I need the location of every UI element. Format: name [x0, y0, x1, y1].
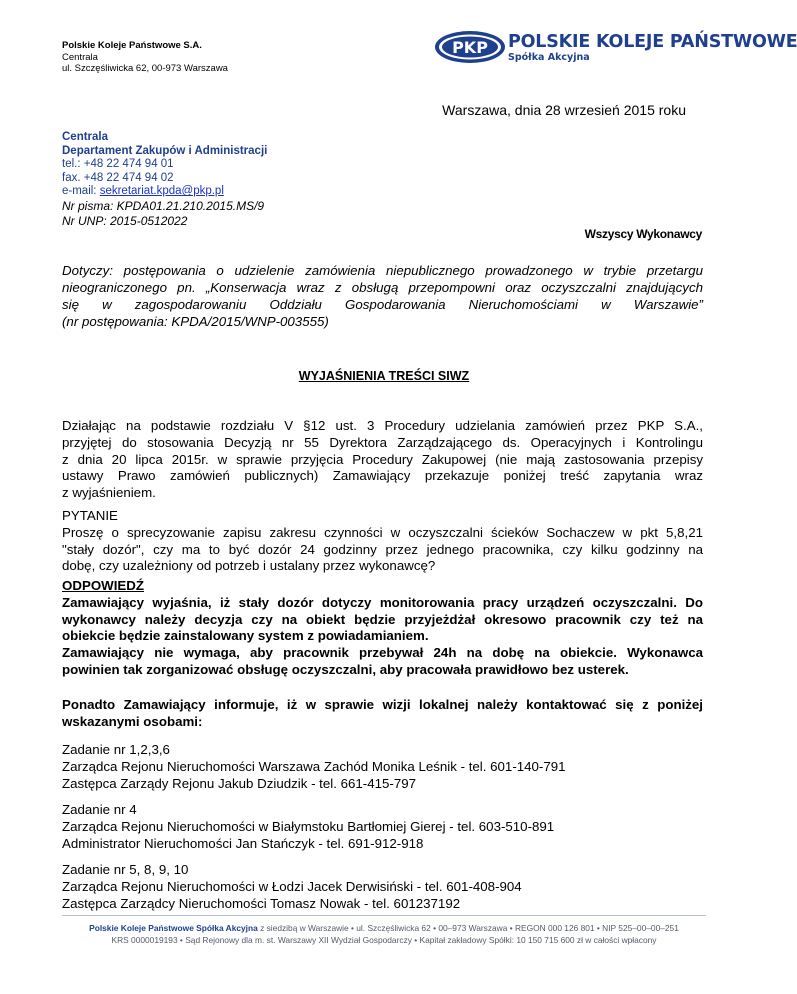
answer-line-2: wykonawcy należy decyzja czy na obiekt będzie przyjeżdżał okresowo pracownik czy też na — [62, 611, 703, 627]
task-1 — [62, 742, 703, 792]
intro-line-4: ustawy Prawo zamówień publicznych) Zamawiający przekazuje poniżej treść zapytania wraz — [62, 468, 703, 484]
answer-line-3: obiekcie będzie zainstalowany system z powiadamianiem. — [62, 628, 429, 644]
sender-address: ul. Szczęśliwicka 62, 00-973 Warszawa — [62, 63, 228, 74]
sender-unit: Centrala — [62, 51, 98, 63]
question-line-2: "stały dozór", czy ma to być dozór 24 godzinny przez jednego pracownika, czy kilku godzinny na — [62, 541, 703, 557]
question-line-3: dobę, czy uzależniony od potrzeb i ustalany przez wykonawcę? — [62, 558, 436, 574]
footer-line-2: KRS 0000019193 • Sąd Rejonowy dla m. st. Warszawy XII Wydział Gospodarczy • Kapitał zakładowy Spółki: 10 150 715 600 zł w całości wpłacony — [111, 935, 657, 945]
question-line-1: Proszę o sprecyzowanie zapisu zakresu czynności w oczyszczalni ścieków Sochaczew w pkt 5,8,21 — [62, 524, 703, 540]
task-contact-1: Zarządca Rejonu Nieruchomości Warszawa Zachód Monika Leśnik - tel. 601-140-791 — [62, 758, 566, 774]
footer-company: Polskie Koleje Państwowe Spółka Akcyjna — [89, 923, 258, 933]
task-3 — [62, 862, 703, 912]
sender-name: Polskie Koleje Państwowe S.A. — [62, 40, 202, 51]
subject-line-2: nieograniczonego pn. „Konserwacja wraz z obsługą przepompowni oraz oczyszczalni znajdujących — [62, 280, 703, 295]
unp-number: Nr UNP: 2015-0512022 — [62, 214, 188, 228]
department-email-label: e-mail: — [62, 185, 100, 198]
letter-number: Nr pisma: KPDA01.21.210.2015.MS/9 — [62, 199, 265, 213]
subject-line-3: się w zagospodarowaniu Oddziału Gospodarowania Nieruchomościami w Warszawie” — [62, 297, 703, 312]
date-line: Warszawa, dnia 28 wrzesień 2015 roku — [442, 102, 686, 118]
task-contact-2: Administrator Nieruchomości Jan Stańczyk - tel. 691-912-918 — [62, 835, 424, 851]
answer-line-1: Zamawiający wyjaśnia, iż stały dozór dotyczy monitorowania pracy urządzeń oczyszczalni. Do — [62, 594, 703, 610]
footer-divider — [62, 915, 706, 916]
task-2 — [62, 802, 703, 852]
department-unit: Centrala — [62, 131, 109, 143]
department-block — [62, 131, 267, 199]
intro-line-5: z wyjaśnieniem. — [62, 485, 156, 501]
question-label: PYTANIE — [62, 508, 118, 523]
notice-section — [62, 697, 703, 731]
task-contact-2: Zastępca Zarządcy Nieruchomości Tomasz Nowak - tel. 601237192 — [62, 895, 461, 911]
notice-line-1: Ponadto Zamawiający informuje, iż w sprawie wizji lokalnej należy kontaktować się z poniżej — [62, 697, 703, 712]
sender-block — [62, 40, 228, 75]
department-tel: tel.: +48 22 474 94 01 — [62, 158, 174, 171]
task-title: Zadanie nr 5, 8, 9, 10 — [62, 862, 189, 877]
answer-line-5: powinien tak zorganizować obsługę oczyszczalni, aby pracowała prawidłowo bez usterek. — [62, 661, 629, 677]
answer-line-4: Zamawiający nie wymaga, aby pracownik przebywał 24h na dobę na obiekcie. Wykonawca — [62, 645, 703, 661]
intro-paragraph — [62, 418, 703, 502]
subject-line-4: (nr postępowania: KPDA/2015/WNP-003555) — [62, 314, 329, 329]
recipient: Wszyscy Wykonawcy — [584, 227, 702, 241]
department-name: Departament Zakupów i Administracji — [62, 144, 268, 157]
intro-line-3: z dnia 20 lipca 2015r. w sprawie przyjęcia Procedury Zakupowej (nie mają zastosowania przepisy — [62, 451, 703, 467]
task-title: Zadanie nr 4 — [62, 802, 137, 817]
document-heading: WYJAŚNIENIA TREŚCI SIWZ — [298, 369, 470, 383]
logo-name: POLSKIE KOLEJE PAŃSTWOWE — [508, 32, 797, 52]
pkp-logo — [434, 30, 797, 68]
notice-line-2: wskazanymi osobami: — [62, 713, 203, 729]
logo-subtitle: Spółka Akcyjna — [508, 52, 590, 63]
answer-label: ODPOWIEDŹ — [62, 578, 144, 593]
reference-numbers — [62, 199, 264, 229]
task-contact-1: Zarządca Rejonu Nieruchomości w Łodzi Jacek Derwisiński - tel. 601-408-904 — [62, 878, 522, 894]
question-section — [62, 508, 703, 575]
department-fax: fax. +48 22 474 94 02 — [62, 171, 174, 184]
intro-line-2: przyjętej do stosowania Decyzją nr 55 Dyrektora Zarządzającego ds. Operacyjnych i Kontrolingu — [62, 434, 703, 450]
task-contact-2: Zastępca Zarządy Rejonu Jakub Dziudzik - tel. 661-415-797 — [62, 775, 417, 791]
answer-section — [62, 578, 703, 679]
footer-address: z siedzibą w Warszawie • ul. Szczęśliwicka 62 • 00–973 Warszawa • REGON 000 126 801 • NIP 525–00–00–251 — [257, 923, 679, 933]
subject — [62, 262, 703, 330]
task-title: Zadanie nr 1,2,3,6 — [62, 742, 170, 757]
pkp-logo-mark-icon — [434, 30, 506, 64]
subject-line-1: Dotyczy: postępowania o udzielenie zamówienia niepublicznego prowadzonego w trybie przetargu — [62, 263, 703, 278]
intro-line-1: Działając na podstawie rozdziału V §12 ust. 3 Procedury udzielania zamówień przez PKP S.A., — [62, 418, 703, 433]
footer-line-1 — [0, 923, 768, 934]
department-email-line — [62, 185, 267, 199]
task-contact-1: Zarządca Rejonu Nieruchomości w Białymstoku Bartłomiej Gierej - tel. 603-510-891 — [62, 818, 555, 834]
department-email-link[interactable]: sekretariat.kpda@pkp.pl — [99, 185, 224, 198]
pkp-logo-mark-text: PKP — [452, 38, 488, 57]
